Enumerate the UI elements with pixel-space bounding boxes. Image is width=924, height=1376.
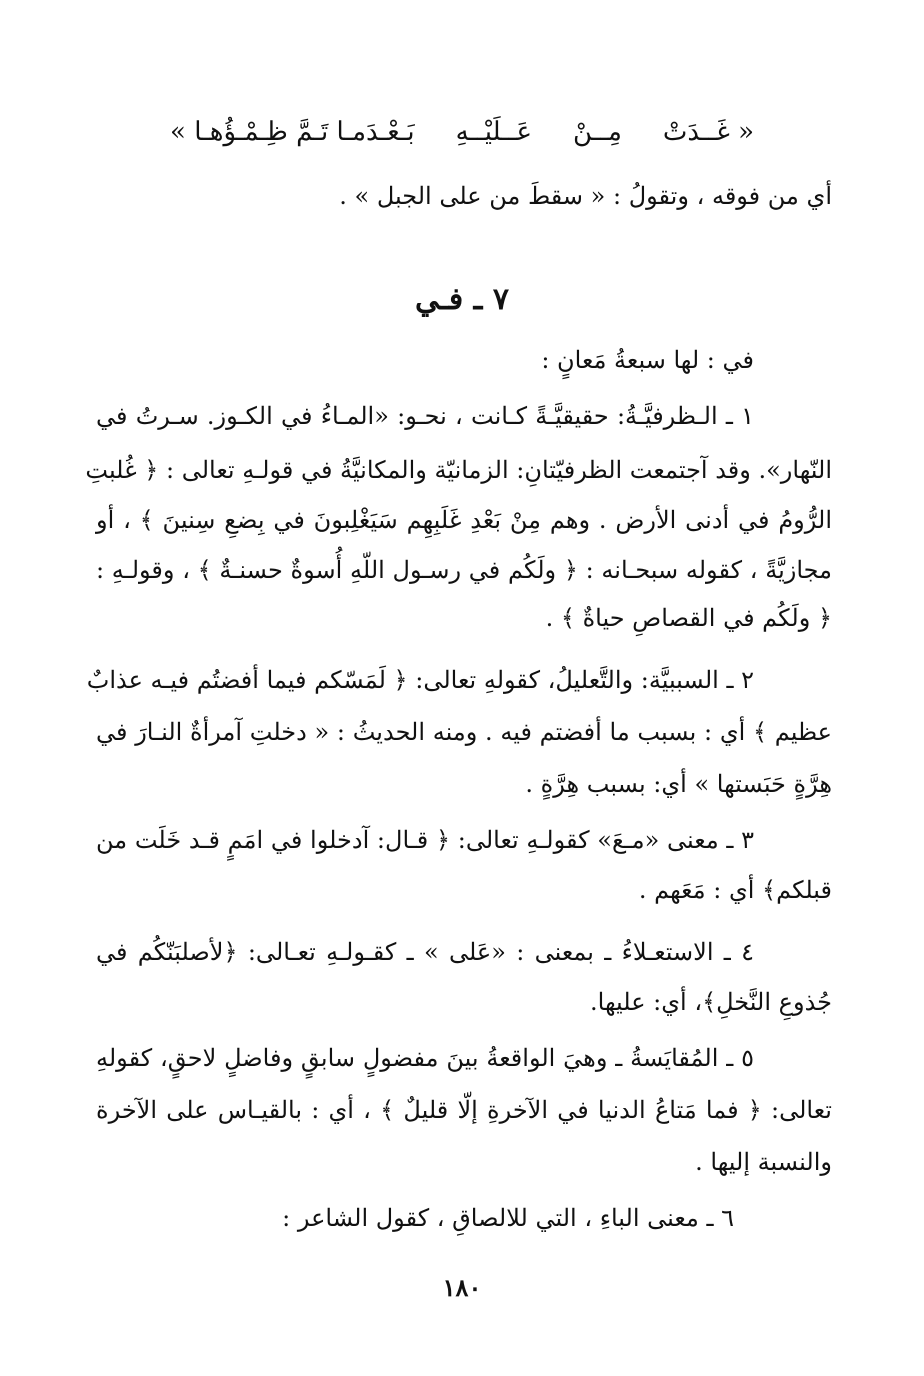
section-1-line: النّهار». وقد آجتمعت الظرفيّتانِ: الزمانيّة والمكانيَّةُ في قولـهِ تعالى : ﴿ غُلبتِ <box>85 456 832 484</box>
verse-word: عَــلَيْــهِ <box>455 117 532 147</box>
section-2-line: عظيم ﴾ أي : بسبب ما أفضتم فيه . ومنه الحديثُ : « دخلتِ آمرأةٌ النـارَ في <box>96 718 832 746</box>
section-2-line: ٢ ـ السببيَّة: والتَّعليلُ، كقولهِ تعالى: ﴿ لَمَسّكم فيما أفضتُم فيـه عذابٌ <box>86 666 754 694</box>
section-3-line: ٣ ـ معنى «مـعَ» كقولـهِ تعالى: ﴿ قـال: آدخلوا في امَمٍ قـد خَلَت من <box>96 826 754 854</box>
verse-word: مِــنْ <box>572 117 622 147</box>
section-5-line: ٥ ـ المُقايَسةُ ـ وهيَ الواقعةُ بينَ مفضولٍ سابقٍ وفاضلٍ لاحقٍ، كقولهِ <box>96 1044 754 1072</box>
poetry-verse <box>170 112 754 152</box>
verse-word: « غَــدَتْ <box>662 117 754 147</box>
verse-word: بَـعْـدَمـا تَـمَّ ظِـمْـؤُهـا » <box>170 117 415 147</box>
intro-line: أي من فوقه ، وتقولُ : « سقطَ من على الجبل » . <box>339 182 832 210</box>
section-4-line: ٤ ـ الاستعـلاءُ ـ بمعنى : «عَلى » ـ كقـولـهِ تعـالى: ﴿لأصلبَنّكُم في <box>96 938 754 966</box>
section-1-line: الرُّومُ في أدنى الأرض . وهم مِنْ بَعْدِ غَلَبِهِم سَيَغْلِبونَ في بِضعِ سِنينَ ﴾ ، أو <box>96 506 832 534</box>
section-5-line: تعالى: ﴿ فما مَتاعُ الدنيا في الآخرةِ إلّا قليلٌ ﴾ ، أي : بالقيـاس على الآخرة <box>96 1096 832 1124</box>
section-3-line: قبلكم﴾ أي : مَعَهم . <box>638 876 832 904</box>
page-number: ١٨٠ <box>442 1273 482 1302</box>
section-2-line: هِرَّةٍ حَبَستها » أي: بسبب هِرَّةٍ . <box>525 770 832 798</box>
section-1-line: ١ ـ الـظرفيَّـةُ: حقيقيَّـةً كـانت ، نحـو: «المـاءُ في الكـوز. سـرتُ في <box>96 402 754 430</box>
section-5-line: والنسبة إليها . <box>695 1148 832 1176</box>
section-1-line: مجازيَّةً ، كقوله سبحـانه : ﴿ ولَكُم في رسـول اللّهِ أُسوةٌ حسنـةٌ ﴾ ، وقولـهِ : <box>96 556 832 584</box>
fi-intro-line: في : لها سبعةُ مَعانٍ : <box>541 346 754 374</box>
section-4-line: جُذوعِ النَّخلِ﴾، أي: عليها. <box>590 988 832 1016</box>
section-6-line: ٦ ـ معنى الباءِ ، التي للالصاقِ ، كقول الشاعر : <box>282 1204 734 1232</box>
section-heading: ٧ ـ فـي <box>415 282 509 317</box>
section-1-line: ﴿ ولَكُم في القصاصِ حياةٌ ﴾ . <box>545 604 832 632</box>
